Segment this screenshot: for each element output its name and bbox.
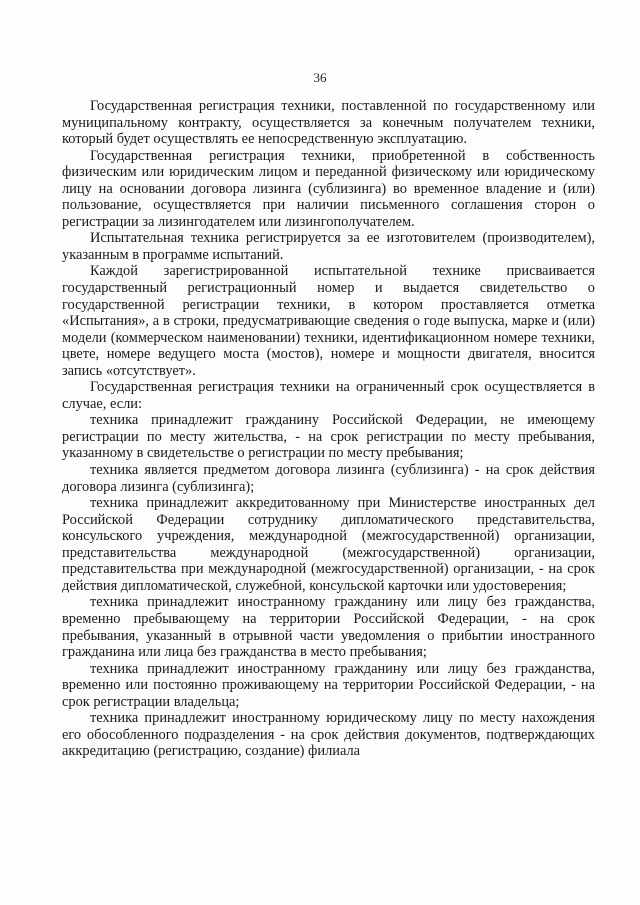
page-number: 36 — [313, 70, 327, 85]
paragraph: Каждой зарегистрированной испытательной технике присваивается государственный регистрационный номер и выдается свидетельство о государственной регистрации техники, в котором проставляется отметка «Испытания», а в строки, предусматривающие сведения о годе выпуска, марке и (или) модели (коммерческом наименовании) техники, идентификационном номере техники, цвете, номере ведущего моста (мостов), номере и мощности двигателя, вносится запись «отсутствует». — [62, 263, 595, 379]
paragraph: Государственная регистрация техники, приобретенной в собственность физическим или юридическим лицом и переданной физическому или юридическому лицу на основании договора лизинга (сублизинга) во временное владение и (или) пользование, осуществляется при наличии письменного соглашения сторон о регистрации за лизингодателем или лизингополучателем. — [62, 147, 595, 230]
list-item: техника принадлежит аккредитованному при Министерстве иностранных дел Российской Федерации сотруднику дипломатического представительства, консульского учреждения, международной (межгосударственной) организации, представительства международной (межгосударственной) организации, представительства при международной (межгосударственной) организации, - на срок действия дипломатической, служебной, консульской карточки или удостоверения; — [62, 495, 595, 594]
list-item: техника является предметом договора лизинга (сублизинга) - на срок действия договора лизинга (сублизинга); — [62, 462, 595, 495]
list-item: техника принадлежит иностранному юридическому лицу по месту нахождения его обособленного подразделения - на срок действия документов, подтверждающих аккредитацию (регистрацию, создание) филиала — [62, 710, 595, 760]
list-item: техника принадлежит иностранному гражданину или лицу без гражданства, временно или постоянно проживающему на территории Российской Федерации, - на срок регистрации владельца; — [62, 660, 595, 710]
paragraph: Государственная регистрация техники, поставленной по государственному или муниципальному контракту, осуществляется за конечным получателем техники, который будет осуществлять ее непосредственную эксплуатацию. — [62, 98, 595, 148]
list-item: техника принадлежит гражданину Российской Федерации, не имеющему регистрации по месту жительства, - на срок регистрации по месту пребывания, указанному в свидетельстве о регистрации по месту пребывания; — [62, 412, 595, 462]
paragraph: Испытательная техника регистрируется за ее изготовителем (производителем), указанным в программе испытаний. — [62, 230, 595, 263]
document-body — [62, 98, 595, 760]
list-item: техника принадлежит иностранному гражданину или лицу без гражданства, временно пребывающему на территории Российской Федерации, - на срок пребывания, указанный в отрывной части уведомления о прибытии иностранного гражданина или лица без гражданства в место пребывания; — [62, 594, 595, 661]
paragraph: Государственная регистрация техники на ограниченный срок осуществляется в случае, если: — [62, 379, 595, 412]
